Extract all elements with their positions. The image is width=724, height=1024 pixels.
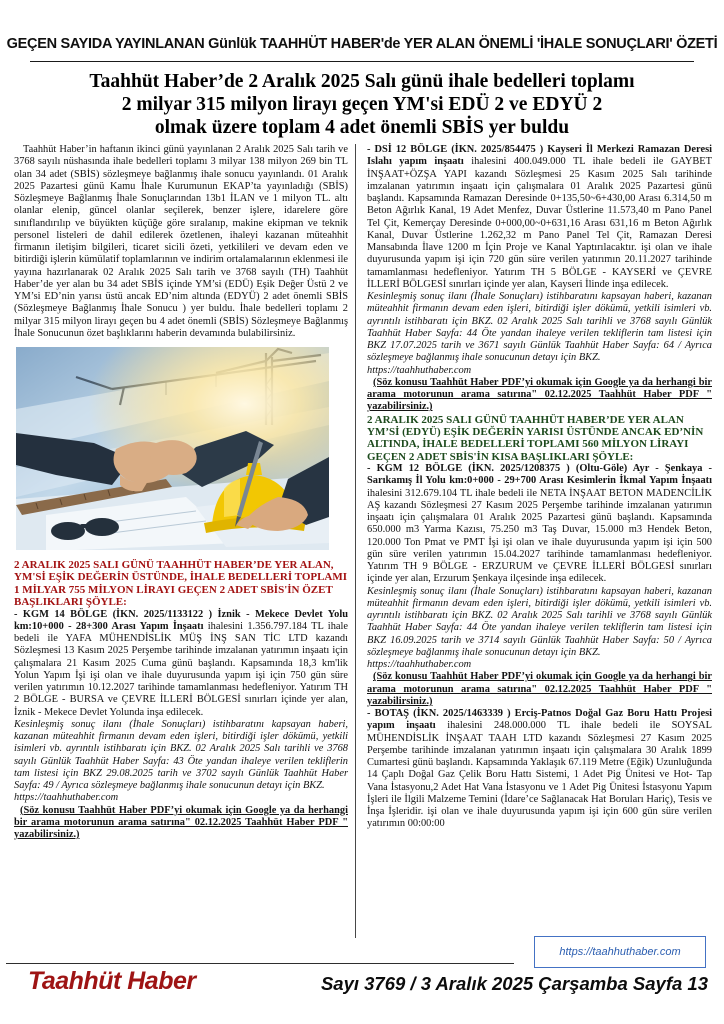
article-kgm12-pdf-note: (Söz konusu Taahhüt Haber PDF’yi okumak için Google ya da herhangi bir arama motorunun arama satırına" 02.12.2025 Taahhüt Haber PDF " yazabilirsiniz.) — [367, 671, 712, 707]
title-line-2: 2 milyar 315 milyon lirayı geçen YM'si EDÜ 2 ve EDYÜ 2 — [121, 94, 603, 115]
article-kgm12-body: ihalesini 312.679.104 TL ihale bedeli ile NETA İNŞAAT BETON MADENCİLİK AŞ kazandı Sözleşmesi 27 Kasım 2025 Perşembe tarihinde imzalanan yatırımın inşaatı için çalışmalara 01 Aralık 2025 Pazartesi günü başlandı. Kapsamında 650.000 m3 Yarma Kazısı, 75.250 m3 Taş Duvar, 15.000 m3 Hendek Beton, 120.000 Ton Pmat ve PMT İşi işi olan ve ihale duyurusunda yapım işi için 500 gün süre verilen yatırımın 15.04.2027 tarihinde tamamlanması hedefleniyor. Yatırım TH 9 BÖLGE - ERZURUM ve ÇEVRE İLLERİ BÖLGESİ sınırları içinde yer alan, Erzurum Şenkaya ilçesinde inşa edilecek. — [367, 487, 712, 585]
construction-photo — [16, 347, 329, 550]
publication-logo: Taahhüt Haber — [28, 967, 196, 995]
article-kgm14-body: ihalesini 1.356.797.184 TL ihale bedeli ile YAFA MÜHENDİSLİK MÜŞ İNŞ SAN TİC LTD kazandı Sözleşmesi 13 Kasım 2025 Perşembe tarihinde imzalanan yatırımın inşaatı için çalışmalara 21 Kasım 2025 Cuma günü başlandı. Kapsamında 18,3 km'lik Yolun Yapım İşi işi olan ve ihale duyurusunda yapım işi için 750 gün süre verilen yatırımın 10.12.2027 tarihinde tamamlanması hedefleniyor. Yatırım TH 2 BÖLGE - BURSA ve ÇEVRE İLLERİ BÖLGESİ sınırları içinde yer alan, İznik - Mekece Devlet Yolunda inşa edilecek. — [14, 620, 349, 718]
article-kgm14-lead: - KGM 14 BÖLGE (İKN. 2025/1133122 ) İznik - Mekece Devlet Yolu km:10+000 - 28+300 Arası Yapım İnşaatı — [14, 608, 348, 632]
red-section-heading: 2 ARALIK 2025 SALI GÜNÜ TAAHHÜT HABER’DE YER ALAN, YM'Sİ EŞİK DEĞERİN ÜSTÜNDE, İHALE BEDELLERİ TOPLAMI 1 MİLYAR 755 MİLYON LİRAYI GEÇEN 2 ADET SBİS'İN ÖZET BAŞLIKLARI ŞÖYLE: — [14, 559, 348, 609]
article-kgm14 — [14, 609, 348, 719]
article-botas-body: ihalesini 248.000.000 TL ihale bedeli ile SOYSAL MÜHENDİSLİK İNŞAAT TAAH LTD kazandı Sözleşmesi 27 Kasım 2025 Perşembe tarihinde imzalanan yatırımın inşaatı için çalışmalara 30 Aralık 1899 Cumartesi günü başlandı. Kapsamında Yaklaşık 67.119 Metre (Eğik) Uzunluğunda 14 Çaplı Doğal Gaz Çelik Boru Hattı Sistemi, 1 Adet Pig Ünitesi ve Hot- Tap Vana İstasyonu,2 Adet Hat Vana İstasyonu ve 1 Adet Pig Ünitesi İstasyonu Yapım İşleri ile İlgili Malzeme Temini (İdare’ce Sağlanacak Hat Boruları Hariç), Tesis ve İnşa İşleridir. işi olan ve ihale duyurusunda yapım işi için 600 gün süre verilen yatırımın 00:00:00 — [367, 720, 712, 830]
article-kgm12 — [367, 463, 712, 586]
article-kgm14-note: Kesinleşmiş sonuç ilanı (İhale Sonuçları) istihbaratını kapsayan haberi, kazanan müteahhit firmanın devam eden işleri, bitirdiği işler dökümü, yetkili isimleri vb. ayrıntılı istihbaratı için BKZ. 02 Aralık 2025 Salı tarihli ve 3768 sayılı Günlük Taahhüt Haber Sayfa: 43 Öte yandan ihaleye verilen tekliflerin tam listesi için BKZ 29.08.2025 tarih ve 3702 sayılı Günlük Taahhüt Haber Sayfa: 49 / Ayrıca sözleşmeye bağlanmış ihale sonucunun detayı için BKZ. — [14, 718, 348, 792]
footer-url-box[interactable] — [534, 936, 706, 968]
two-column-body — [14, 144, 712, 938]
left-column — [14, 144, 348, 938]
green-section-heading: 2 ARALIK 2025 SALI GÜNÜ TAAHHÜT HABER’DE YER ALAN YM’Sİ (EDYÜ) EŞİK DEĞERİN YARISI ÜSTÜNDE ANCAK ED’NİN ALTINDA, İHALE BEDELLERİ TOPLAMI 560 MİLYON LİRAYI GEÇEN 2 ADET SBİS'İN KISA BAŞLIKLARI ŞÖYLE: — [367, 413, 704, 463]
article-kgm14-pdf-note: (Söz konusu Taahhüt Haber PDF’yi okumak için Google ya da herhangi bir arama motorunun arama satırına" 02.12.2025 Taahhüt Haber PDF " yazabilirsiniz.) — [14, 804, 348, 841]
right-column — [367, 144, 712, 938]
article-kgm14-url-link[interactable]: https://taahhuthaber.com — [14, 792, 119, 804]
article-dsi12 — [367, 144, 712, 291]
page-title — [0, 70, 724, 139]
article-kgm12-note: Kesinleşmiş sonuç ilanı (İhale Sonuçları) istihbaratını kapsayan haberi, kazanan müteahhit firmanın devam eden işleri, bitirdiği işler dökümü, yetkili isimleri vb. ayrıntılı istihbaratı için BKZ. 02 Aralık 2025 Salı tarihli ve 3768 sayılı Günlük Taahhüt Haber Sayfa: 44 Öte yandan ihaleye verilen tekliflerin tam listesi için BKZ 16.09.2025 tarih ve 3714 sayılı Günlük Taahhüt Haber Sayfa: 50 / Ayrıca sözleşmeye bağlanmış ihale sonucunun detayı için BKZ. — [367, 585, 712, 658]
title-line-3: olmak üzere toplam 4 adet önemli SBİS yer buldu — [154, 117, 570, 138]
issue-date-page-line: Sayı 3769 / 3 Aralık 2025 Çarşamba Sayfa 13 — [320, 973, 708, 994]
footer-rule — [6, 963, 514, 964]
construction-photo-illustration — [16, 347, 329, 550]
article-kgm12-url-link[interactable]: https://taahhuthaber.com — [367, 659, 472, 671]
article-dsi12-body: ihalesini 400.049.000 TL ihale bedeli ile GAYBET İNŞAAT+ÖZŞA YAPI kazandı Sözleşmesi 25 Kasım 2025 Salı tarihinde imzalanan yatırımın inşaatı için çalışmalara 01 Aralık 2025 Pazartesi günü başlandı. Kapsamında Ramazan Deresinde 0+135,50~6+430,00 Arası 6.314,50 m Beton Ağırlık Kanal, 19 Adet Menfez, Duvar Üstlerine 11.573,40 m Pano Panel Tel Çit, Kemerçay Deresinde 0+000,00~0+631,16 Arası 631,16 m Beton Ağırlık Kanal, Duvar Üstlerine 1.262,32 m Pano Panel Tel Çit, Ramazan Deresi Mansabında İlave 1200 m İçin Proje ve Kanal Yaptırılacaktır. işi olan ve ihale duyurusunda yapım işi için 720 gün süre verilen yatırımın 20.11.2027 tarihinde tamamlanması hedefleniyor. Yatırım TH 5 BÖLGE - KAYSERİ ve ÇEVRE İLLERİ BÖLGESİ sınırları içinde yer alan, Kayseri İlinde inşa edilecek. — [367, 156, 712, 290]
article-dsi12-pdf-note: (Söz konusu Taahhüt Haber PDF’yi okumak için Google ya da herhangi bir arama motorunun arama satırına" 02.12.2025 Taahhüt Haber PDF " yazabilirsiniz.) — [367, 376, 712, 413]
column-divider — [355, 144, 356, 938]
article-dsi12-url-link[interactable]: https://taahhuthaber.com — [367, 364, 472, 376]
article-dsi12-note: Kesinleşmiş sonuç ilanı (İhale Sonuçları) istihbaratını kapsayan haberi, kazanan müteahhit firmanın devam eden işleri, bitirdiği işler dökümü, yetkili isimleri vb. ayrıntılı istihbaratı için BKZ. 02 Aralık 2025 Salı tarihli ve 3768 sayılı Günlük Taahhüt Haber Sayfa: 44 Öte yandan ihaleye verilen tekliflerin tam listesi için BKZ 17.07.2025 tarih ve 3671 sayılı Günlük Taahhüt Haber Sayfa: 64 / Ayrıca sözleşmeye bağlanmış ihale sonucunun detayı için BKZ. — [367, 291, 712, 364]
article-kgm12-lead: - KGM 12 BÖLGE (İKN. 2025/1208375 ) (Oltu-Göle) Ayr - Şenkaya - Sarıkamış İl Yolu km:0+000 - 29+700 Arası Kesimlerin İkmal Yapım İnşaatı — [367, 463, 712, 487]
article-dsi12-lead: - DSİ 12 BÖLGE (İKN. 2025/854475 ) Kayseri İl Merkezi Ramazan Deresi Islahı yapım inşaatı — [367, 144, 712, 168]
article-botas — [367, 708, 712, 831]
title-line-1: Taahhüt Haber’de 2 Aralık 2025 Salı günü ihale bedelleri toplamı — [89, 71, 635, 92]
intro-paragraph: Taahhüt Haber’in haftanın ikinci günü yayınlanan 2 Aralık 2025 Salı tarih ve 3768 sayılı nüshasında ihale bedelleri toplamı 3 milyar 138 milyon 269 bin TL olan 34 adet (SBİS) sözleşmeye bağlanmış ihale sonucu yayınlandı. 01 Aralık 2025 Pazartesi günü Kamu İhale Kurumunun EKAP’ta yayınladığı (SBİS) Sözleşmeye Bağlanmış İhale Sonuçlarından 13b1 İLAN ve 1 milyon TL. altı olanlar elenip, güncel olanlar seçilerek, benzer işlere, idarelere göre sınıflandırılıp ve büyükten küçüğe göre sıralanıp, makine ekipman ve teknik personel listeleri de dahil edilerek özetlenen, ihaleyi kazanan müteahhit firmanın iletişim bilgileri, ticaret sicili özeti, yetkilileri ve devam eden ve bitirdiği işlerin kümülatif toplamlarının ve indirim ortalamalarının eklenmesi ile yayına hazırlanarak 02 Aralık 2025 Salı tarih ve 3768 sayılı (TH) Taahhüt Haber’de yer alan bu 34 adet SBİS içinde YM’si (EDÜ) Eşik Değer Üstü 2 ve YM’si ED’nin yarısı üstü ancak ED’nim altında (EDYÜ) 2 adet önemli SBİS (Sözleşmeye Bağlanmış İhale Sonucu ) yer buldu. İhale bedelleri toplamı 2 milyar 315 milyon lirayı geçen bu 4 adet önemli (SBİS) Sözleşmeye Bağlanmış İhale Sonucunun özet başlıklarını haberin devamında bulabilirsiniz. — [14, 144, 348, 339]
header-band: GEÇEN SAYIDA YAYINLANAN Günlük TAAHHÜT HABER'de YER ALAN ÖNEMLİ 'İHALE SONUÇLARI' ÖZETİ — [6, 36, 718, 52]
article-botas-lead: - BOTAŞ (İKN. 2025/1463339 ) Erciş-Patnos Doğal Gaz Boru Hattı Projesi yapım inşaatı — [367, 708, 712, 732]
header-rule — [30, 61, 694, 62]
footer-url-link[interactable]: https://taahhuthaber.com — [559, 946, 681, 958]
